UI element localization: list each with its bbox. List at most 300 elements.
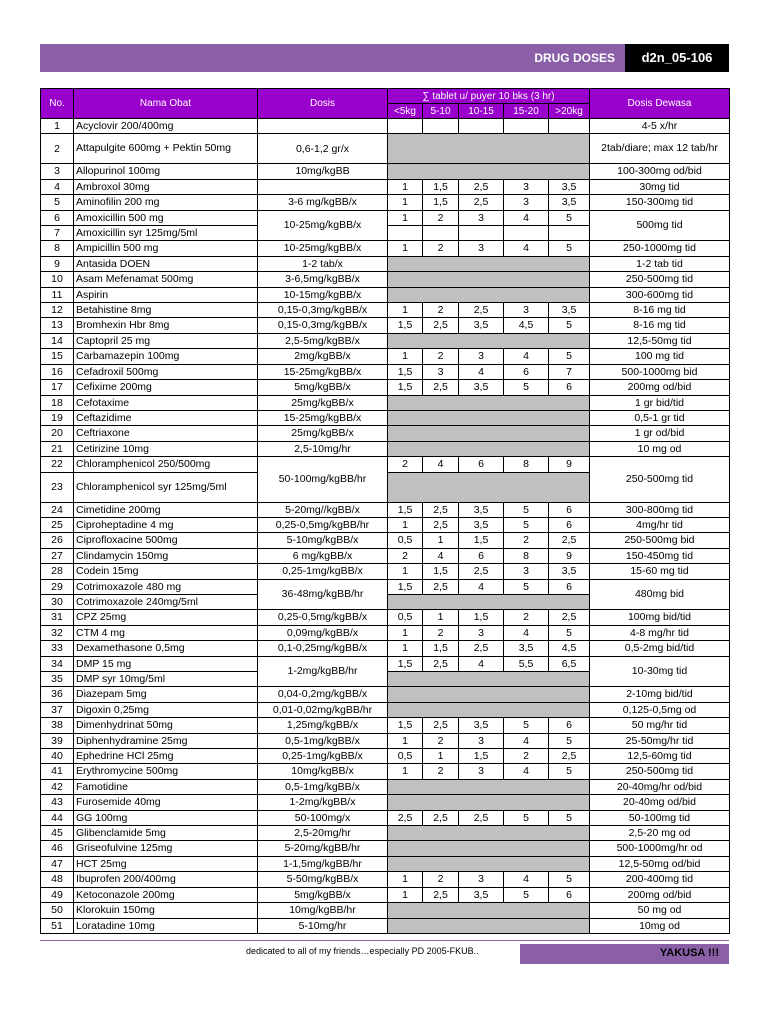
- puyer-count: 2,5: [459, 179, 504, 194]
- puyer-count: 2,5: [423, 517, 459, 532]
- dose: 6 mg/kgBB/x: [258, 548, 388, 563]
- adult-dose: 100 mg tid: [590, 349, 730, 364]
- drug-name: DMP 15 mg: [74, 656, 258, 671]
- table-row: [41, 318, 730, 333]
- table-row: [41, 164, 730, 179]
- table-row: [41, 872, 730, 887]
- puyer-count: 1,5: [459, 749, 504, 764]
- puyer-count: 1,5: [388, 318, 423, 333]
- row-number: 40: [41, 749, 74, 764]
- adult-dose: 10-30mg tid: [590, 656, 730, 687]
- table-row: [41, 395, 730, 410]
- drug-name: Antasida DOEN: [74, 256, 258, 271]
- puyer-count: 1: [388, 564, 423, 579]
- row-number: 45: [41, 826, 74, 841]
- drug-name: Aminofilin 200 mg: [74, 195, 258, 210]
- puyer-count: 2,5: [388, 810, 423, 825]
- row-number: 7: [41, 226, 74, 241]
- puyer-count: 9: [549, 457, 590, 472]
- adult-dose: 200mg od/bid: [590, 380, 730, 395]
- dose: 0,1-0,25mg/kgBB/x: [258, 641, 388, 656]
- puyer-count: 5: [549, 241, 590, 256]
- col-header-nama: Nama Obat: [74, 89, 258, 119]
- puyer-count: 3,5: [549, 195, 590, 210]
- puyer-count: 3: [459, 625, 504, 640]
- row-number: 29: [41, 579, 74, 594]
- adult-dose: 500mg tid: [590, 210, 730, 241]
- puyer-count: 3,5: [459, 718, 504, 733]
- drug-name: Amoxicillin 500 mg: [74, 210, 258, 225]
- row-number: 32: [41, 625, 74, 640]
- dose: 3-6 mg/kgBB/x: [258, 195, 388, 210]
- puyer-count: 2,5: [423, 656, 459, 671]
- puyer-count: 2: [504, 749, 549, 764]
- puyer-empty-cell: [388, 903, 590, 918]
- puyer-count: 4: [504, 349, 549, 364]
- dose: 5-10mg/kgBB/x: [258, 533, 388, 548]
- puyer-count: 1: [388, 349, 423, 364]
- puyer-count: 3: [504, 195, 549, 210]
- adult-dose: 100mg bid/tid: [590, 610, 730, 625]
- dose: 0,01-0,02mg/kgBB/hr: [258, 702, 388, 717]
- table-row: [41, 918, 730, 933]
- puyer-count: 1,5: [388, 656, 423, 671]
- puyer-count: [423, 119, 459, 134]
- dose: 0,09mg/kgBB/x: [258, 625, 388, 640]
- puyer-empty-cell: [388, 287, 590, 302]
- drug-name: Allopurinol 100mg: [74, 164, 258, 179]
- dose: 15-25mg/kgBB/x: [258, 364, 388, 379]
- row-number: 6: [41, 210, 74, 225]
- drug-name: Dexamethasone 0,5mg: [74, 641, 258, 656]
- puyer-empty-cell: [388, 594, 590, 609]
- row-number: 25: [41, 517, 74, 532]
- puyer-count: 1: [388, 179, 423, 194]
- table-row: [41, 641, 730, 656]
- puyer-count: 5: [549, 210, 590, 225]
- row-number: 9: [41, 256, 74, 271]
- adult-dose: 200mg od/bid: [590, 887, 730, 902]
- drug-name: Ciproheptadine 4 mg: [74, 517, 258, 532]
- dose: [258, 179, 388, 194]
- dose: 0,25-0,5mg/kgBB/x: [258, 610, 388, 625]
- row-number: 26: [41, 533, 74, 548]
- puyer-count: 9: [549, 548, 590, 563]
- dose: [258, 119, 388, 134]
- drug-name: Carbamazepin 100mg: [74, 349, 258, 364]
- puyer-count: 1: [423, 610, 459, 625]
- row-number: 27: [41, 548, 74, 563]
- header-code-box: [625, 44, 729, 72]
- dose: 0,5-1mg/kgBB/x: [258, 733, 388, 748]
- table-row: [41, 349, 730, 364]
- puyer-count: 3,5: [459, 318, 504, 333]
- puyer-count: 2,5: [459, 195, 504, 210]
- drug-name: Aspirin: [74, 287, 258, 302]
- puyer-empty-cell: [388, 441, 590, 456]
- footer-box: [520, 944, 729, 964]
- drug-name: Furosemide 40mg: [74, 795, 258, 810]
- table-row: [41, 287, 730, 302]
- adult-dose: 150-450mg tid: [590, 548, 730, 563]
- puyer-count: 5: [549, 733, 590, 748]
- puyer-count: 6: [549, 502, 590, 517]
- puyer-count: 1: [423, 533, 459, 548]
- adult-dose: 12,5-60mg tid: [590, 749, 730, 764]
- puyer-count: 0,5: [388, 749, 423, 764]
- adult-dose: 250-500mg tid: [590, 764, 730, 779]
- row-number: 34: [41, 656, 74, 671]
- table-row: [41, 426, 730, 441]
- footer-divider: [40, 940, 729, 941]
- table-row: [41, 364, 730, 379]
- puyer-empty-cell: [388, 841, 590, 856]
- puyer-empty-cell: [388, 779, 590, 794]
- dose: 25mg/kgBB/x: [258, 426, 388, 441]
- drug-name: Codein 15mg: [74, 564, 258, 579]
- drug-name: Griseofulvine 125mg: [74, 841, 258, 856]
- row-number: 41: [41, 764, 74, 779]
- table-row: [41, 502, 730, 517]
- dose: 1,25mg/kgBB/x: [258, 718, 388, 733]
- dose: 15-25mg/kgBB/x: [258, 410, 388, 425]
- puyer-count: 7: [549, 364, 590, 379]
- row-number: 22: [41, 457, 74, 472]
- table-row: [41, 441, 730, 456]
- table-row: [41, 718, 730, 733]
- dose: 3-6,5mg/kgBB/x: [258, 272, 388, 287]
- row-number: 21: [41, 441, 74, 456]
- puyer-count: 5: [549, 764, 590, 779]
- row-number: 14: [41, 333, 74, 348]
- puyer-count: 3: [459, 733, 504, 748]
- header-title: DRUG DOSES: [534, 51, 615, 65]
- adult-dose: 0,125-0,5mg od: [590, 702, 730, 717]
- table-row: [41, 887, 730, 902]
- puyer-count: 6: [549, 380, 590, 395]
- dose: 5-20mg/kgBB/hr: [258, 841, 388, 856]
- drug-name: Chloramphenicol syr 125mg/5ml: [74, 472, 258, 502]
- dose: 2,5-20mg/hr: [258, 826, 388, 841]
- header-title-bar: [40, 44, 625, 72]
- row-number: 18: [41, 395, 74, 410]
- puyer-empty-cell: [388, 333, 590, 348]
- drug-name: GG 100mg: [74, 810, 258, 825]
- puyer-count: 2: [423, 303, 459, 318]
- dose: 5-20mg//kgBB/x: [258, 502, 388, 517]
- puyer-count: 6: [459, 548, 504, 563]
- puyer-count: 2,5: [549, 610, 590, 625]
- table-row: [41, 702, 730, 717]
- puyer-count: 1: [388, 517, 423, 532]
- dose: 5-10mg/hr: [258, 918, 388, 933]
- drug-name: HCT 25mg: [74, 856, 258, 871]
- puyer-count: 1: [388, 241, 423, 256]
- footer-dedication: dedicated to all of my friends…especially PD 2005-FKUB..: [246, 946, 479, 956]
- puyer-count: 1: [388, 195, 423, 210]
- puyer-count: 3: [459, 210, 504, 225]
- puyer-empty-cell: [388, 672, 590, 687]
- puyer-count: [388, 226, 423, 241]
- puyer-count: 1: [388, 625, 423, 640]
- drug-name: Dimenhydrinat 50mg: [74, 718, 258, 733]
- puyer-count: 4: [459, 364, 504, 379]
- puyer-count: 3: [459, 241, 504, 256]
- dose: 0,15-0,3mg/kgBB/x: [258, 318, 388, 333]
- dose: 10-25mg/kgBB/x: [258, 241, 388, 256]
- puyer-count: 4: [423, 548, 459, 563]
- dose: 0,25-1mg/kgBB/x: [258, 564, 388, 579]
- puyer-count: [388, 119, 423, 134]
- puyer-count: 6: [549, 718, 590, 733]
- puyer-count: 1: [388, 641, 423, 656]
- col-header-dewasa: Dosis Dewasa: [590, 89, 730, 119]
- puyer-empty-cell: [388, 687, 590, 702]
- table-row: [41, 380, 730, 395]
- table-row: [41, 303, 730, 318]
- row-number: 3: [41, 164, 74, 179]
- adult-dose: 20-40mg od/bid: [590, 795, 730, 810]
- puyer-count: 1: [388, 733, 423, 748]
- table-row: [41, 733, 730, 748]
- dose: 0,6-1,2 gr/x: [258, 134, 388, 164]
- table-row: [41, 179, 730, 194]
- drug-name: Cetirizine 10mg: [74, 441, 258, 456]
- row-number: 42: [41, 779, 74, 794]
- dose: 0,04-0,2mg/kgBB/x: [258, 687, 388, 702]
- puyer-empty-cell: [388, 395, 590, 410]
- table-row: [41, 826, 730, 841]
- adult-dose: 100-300mg od/bid: [590, 164, 730, 179]
- adult-dose: 250-1000mg tid: [590, 241, 730, 256]
- table-row: [41, 272, 730, 287]
- row-number: 13: [41, 318, 74, 333]
- puyer-count: 1,5: [423, 179, 459, 194]
- drug-name: Ketoconazole 200mg: [74, 887, 258, 902]
- drug-name: Famotidine: [74, 779, 258, 794]
- puyer-count: 3,5: [549, 303, 590, 318]
- drug-name: Ephedrine HCl 25mg: [74, 749, 258, 764]
- col-header-weight: 15-20: [504, 104, 549, 119]
- puyer-count: 5,5: [504, 656, 549, 671]
- table-row: [41, 856, 730, 871]
- drug-name: CTM 4 mg: [74, 625, 258, 640]
- puyer-count: 5: [549, 318, 590, 333]
- puyer-count: 1: [423, 749, 459, 764]
- puyer-count: 5: [504, 579, 549, 594]
- puyer-count: 5: [504, 380, 549, 395]
- adult-dose: 2,5-20 mg od: [590, 826, 730, 841]
- puyer-count: 1,5: [423, 564, 459, 579]
- table-row: [41, 410, 730, 425]
- col-header-dosis: Dosis: [258, 89, 388, 119]
- dose: 10mg/kgBB/x: [258, 764, 388, 779]
- puyer-empty-cell: [388, 426, 590, 441]
- dose: 0,15-0,3mg/kgBB/x: [258, 303, 388, 318]
- puyer-count: 4,5: [549, 641, 590, 656]
- adult-dose: 0,5-1 gr tid: [590, 410, 730, 425]
- puyer-count: 2: [504, 533, 549, 548]
- puyer-count: 3,5: [504, 641, 549, 656]
- puyer-count: 3: [459, 349, 504, 364]
- adult-dose: 0,5-2mg bid/tid: [590, 641, 730, 656]
- adult-dose: 4mg/hr tid: [590, 517, 730, 532]
- puyer-count: 1,5: [388, 579, 423, 594]
- puyer-count: 5: [504, 810, 549, 825]
- table-row: [41, 134, 730, 164]
- row-number: 36: [41, 687, 74, 702]
- row-number: 12: [41, 303, 74, 318]
- puyer-count: 2: [423, 210, 459, 225]
- adult-dose: 200-400mg tid: [590, 872, 730, 887]
- table-row: [41, 564, 730, 579]
- adult-dose: 300-600mg tid: [590, 287, 730, 302]
- dose: 1-1,5mg/kgBB/hr: [258, 856, 388, 871]
- puyer-count: 3: [423, 364, 459, 379]
- dose: 10-15mg/kgBB/x: [258, 287, 388, 302]
- table-row: [41, 241, 730, 256]
- puyer-empty-cell: [388, 472, 590, 502]
- header-bar: [40, 44, 729, 72]
- drug-name: Betahistine 8mg: [74, 303, 258, 318]
- row-number: 20: [41, 426, 74, 441]
- adult-dose: 2-10mg bid/tid: [590, 687, 730, 702]
- adult-dose: 10mg od: [590, 918, 730, 933]
- table-row: [41, 119, 730, 134]
- puyer-count: 1,5: [388, 502, 423, 517]
- dose: 0,25-1mg/kgBB/x: [258, 749, 388, 764]
- puyer-count: 2,5: [459, 810, 504, 825]
- row-number: 15: [41, 349, 74, 364]
- table-row: [41, 764, 730, 779]
- dose: 10-25mg/kgBB/x: [258, 210, 388, 241]
- puyer-empty-cell: [388, 856, 590, 871]
- drug-name: Klorokuin 150mg: [74, 903, 258, 918]
- table-row: [41, 533, 730, 548]
- drug-name: Clindamycin 150mg: [74, 548, 258, 563]
- puyer-empty-cell: [388, 164, 590, 179]
- puyer-empty-cell: [388, 826, 590, 841]
- table-row: [41, 517, 730, 532]
- puyer-count: 3: [504, 564, 549, 579]
- adult-dose: 8-16 mg tid: [590, 303, 730, 318]
- drug-name: Asam Mefenamat 500mg: [74, 272, 258, 287]
- table-row: [41, 548, 730, 563]
- dose: 5mg/kgBB/x: [258, 887, 388, 902]
- puyer-count: 3,5: [549, 179, 590, 194]
- puyer-count: 5: [549, 872, 590, 887]
- puyer-count: 0,5: [388, 533, 423, 548]
- puyer-count: 2: [423, 733, 459, 748]
- drug-name: Bromhexin Hbr 8mg: [74, 318, 258, 333]
- puyer-count: 1: [388, 887, 423, 902]
- row-number: 17: [41, 380, 74, 395]
- col-header-weight: <5kg: [388, 104, 423, 119]
- puyer-count: 1,5: [388, 718, 423, 733]
- puyer-count: 6,5: [549, 656, 590, 671]
- puyer-count: 5: [549, 625, 590, 640]
- puyer-count: 3: [459, 764, 504, 779]
- adult-dose: 1 gr od/bid: [590, 426, 730, 441]
- table-row: [41, 795, 730, 810]
- puyer-count: [459, 226, 504, 241]
- adult-dose: 250-500mg tid: [590, 272, 730, 287]
- puyer-count: 2,5: [549, 749, 590, 764]
- adult-dose: 50 mg/hr tid: [590, 718, 730, 733]
- dose: 36-48mg/kgBB/hr: [258, 579, 388, 610]
- puyer-count: 2: [423, 241, 459, 256]
- adult-dose: 250-500mg tid: [590, 457, 730, 502]
- row-number: 44: [41, 810, 74, 825]
- puyer-count: 3,5: [459, 887, 504, 902]
- puyer-empty-cell: [388, 410, 590, 425]
- row-number: 49: [41, 887, 74, 902]
- puyer-count: 3,5: [459, 380, 504, 395]
- puyer-count: 3: [459, 872, 504, 887]
- puyer-count: 1,5: [459, 533, 504, 548]
- row-number: 28: [41, 564, 74, 579]
- puyer-count: 6: [504, 364, 549, 379]
- adult-dose: 10 mg od: [590, 441, 730, 456]
- adult-dose: 2tab/diare; max 12 tab/hr: [590, 134, 730, 164]
- dose: 2mg/kgBB/x: [258, 349, 388, 364]
- drug-name: Digoxin 0,25mg: [74, 702, 258, 717]
- row-number: 37: [41, 702, 74, 717]
- puyer-count: 1,5: [423, 641, 459, 656]
- puyer-count: 1: [388, 872, 423, 887]
- row-number: 4: [41, 179, 74, 194]
- puyer-count: 3,5: [459, 502, 504, 517]
- dose: 10mg/kgBB/hr: [258, 903, 388, 918]
- puyer-count: 1,5: [388, 364, 423, 379]
- puyer-count: 3,5: [459, 517, 504, 532]
- row-number: 10: [41, 272, 74, 287]
- adult-dose: 12,5-50mg tid: [590, 333, 730, 348]
- puyer-count: 1,5: [459, 610, 504, 625]
- adult-dose: 250-500mg bid: [590, 533, 730, 548]
- puyer-count: 6: [549, 887, 590, 902]
- puyer-count: 5: [504, 887, 549, 902]
- puyer-count: 5: [504, 502, 549, 517]
- table-row: [41, 457, 730, 472]
- dose: 10mg/kgBB: [258, 164, 388, 179]
- puyer-count: [459, 119, 504, 134]
- adult-dose: 1 gr bid/tid: [590, 395, 730, 410]
- drug-name: DMP syr 10mg/5ml: [74, 672, 258, 687]
- row-number: 38: [41, 718, 74, 733]
- col-header-no: No.: [41, 89, 74, 119]
- dose: 0,25-0,5mg/kgBB/hr: [258, 517, 388, 532]
- adult-dose: 30mg tid: [590, 179, 730, 194]
- puyer-count: 2: [423, 764, 459, 779]
- row-number: 16: [41, 364, 74, 379]
- puyer-count: 2: [504, 610, 549, 625]
- drug-name: Ceftazidime: [74, 410, 258, 425]
- table-row: [41, 687, 730, 702]
- row-number: 1: [41, 119, 74, 134]
- drug-name: Cotrimoxazole 480 mg: [74, 579, 258, 594]
- drug-name: Loratadine 10mg: [74, 918, 258, 933]
- drug-name: Cimetidine 200mg: [74, 502, 258, 517]
- col-header-weight: 10-15: [459, 104, 504, 119]
- puyer-count: [549, 226, 590, 241]
- puyer-count: 5: [549, 349, 590, 364]
- adult-dose: 15-60 mg tid: [590, 564, 730, 579]
- puyer-count: 5: [549, 810, 590, 825]
- row-number: 47: [41, 856, 74, 871]
- table-row: [41, 779, 730, 794]
- row-number: 39: [41, 733, 74, 748]
